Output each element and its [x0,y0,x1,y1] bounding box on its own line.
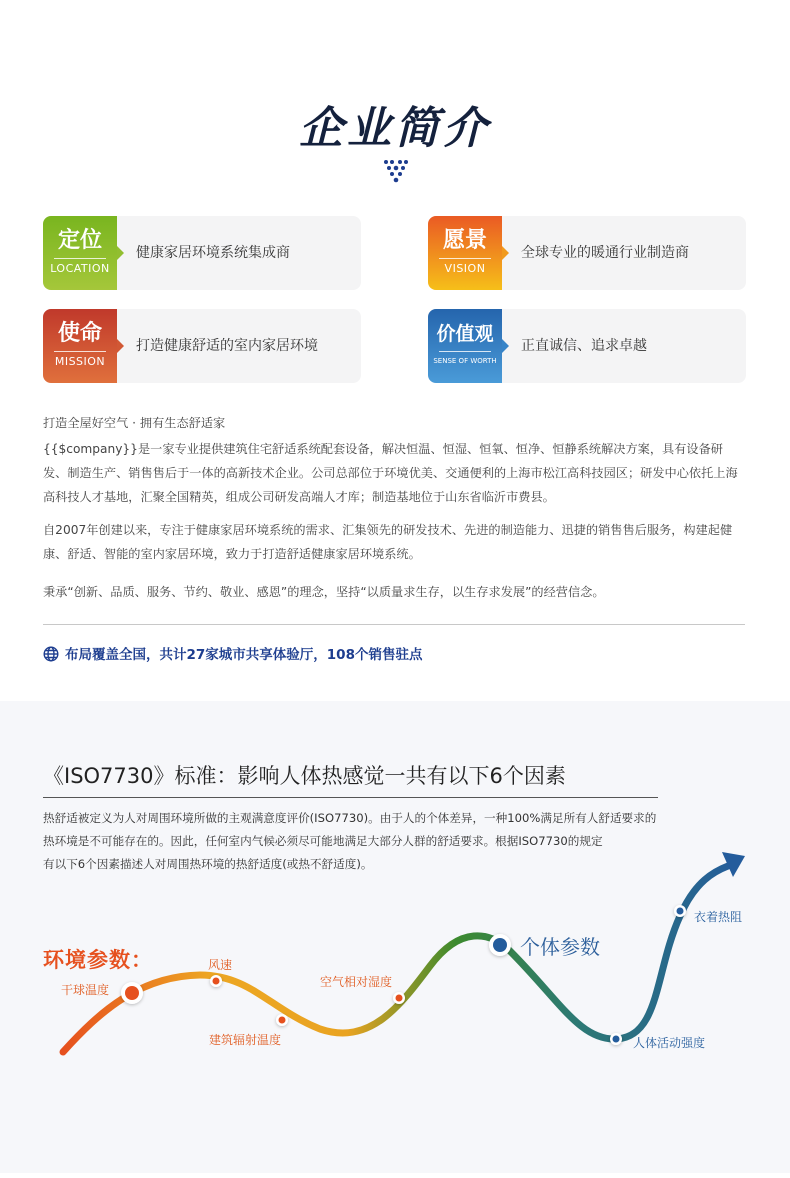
factor-dot-inner [213,978,220,985]
iso-description-line: 热环境是不可能存在的。因此，任何室内气候必须尽可能地满足大部分人群的舒适要求。根据ISO7730的规定 [43,834,603,848]
divider [43,624,745,625]
globe-icon [43,646,59,662]
chevron-down-icon [383,158,409,184]
factor-dot-inner [125,986,139,1000]
card-tag-divider [439,258,491,259]
card-tag [428,309,502,383]
iso-description-line: 有以下6个因素描述人对周围热环境的热舒适度(或热不舒适度)。 [43,857,373,871]
intro-slogan: 打造全屋好空气 · 拥有生态舒适家 [43,416,226,430]
card-location [43,216,361,290]
personal-params-title: 个体参数 [520,935,600,959]
intro-paragraph: 自2007年创建以来，专注于健康家居环境系统的需求、汇集领先的研发技术、先进的制造能力、迅捷的销售售后服务，构建起健康、舒适、智能的室内家居环境，致力于打造舒适健康家居环境系统。 [43,523,733,561]
factor-label-wind: 风速 [208,958,233,972]
card-tag-title: 价值观 [436,323,494,345]
card-tag-subtitle: LOCATION [50,262,110,275]
factor-curve [0,701,790,1173]
curve-line [63,866,728,1052]
card-tag-divider [439,351,491,352]
coverage-note [43,643,422,663]
card-tag-subtitle: VISION [444,262,486,275]
card-mission [43,309,361,383]
card-tag-title: 定位 [57,228,102,253]
factor-label-activity: 人体活动强度 [633,1036,706,1050]
card-text: 打造健康舒适的室内家居环境 [136,338,318,354]
factor-label-radiant: 建筑辐射温度 [209,1033,282,1047]
card-tag [43,309,117,383]
card-tag [43,216,117,290]
card-tag-divider [54,258,106,259]
page-title: 企业简介 [299,103,491,154]
factor-dot-inner [677,908,684,915]
factor-dot-inner [493,938,507,952]
card-text: 正直诚信、追求卓越 [521,338,647,354]
card-tag-title: 使命 [57,321,102,346]
coverage-text: 布局覆盖全国，共计27家城市共享体验厅，108个销售驻点 [65,647,423,663]
card-text: 全球专业的暖通行业制造商 [521,245,689,261]
iso-title: 《ISO7730》标准：影响人体热感觉一共有以下6个因素 [43,764,566,788]
iso-section [0,701,790,1173]
iso-description-line: 热舒适被定义为人对周围环境所做的主观满意度评价(ISO7730)。由于人的个体差异，一种100%满足所有人舒适要求的 [43,811,657,825]
card-tag-subtitle: MISSION [54,355,106,368]
card-text: 健康家居环境系统集成商 [136,245,290,261]
factor-dot-inner [279,1017,286,1024]
intro-paragraph: 秉承“创新、品质、服务、节约、敬业、感恩”的理念，坚持“以质量求生存，以生存求发展”的经营信念。 [43,585,605,599]
factor-dot-inner [613,1036,620,1043]
env-params-title: 环境参数： [43,948,153,972]
card-tag-divider [54,351,106,352]
factor-label-clothing: 衣着热阻 [694,910,743,924]
card-tag [428,216,502,290]
factor-dot-inner [396,995,403,1002]
card-tag-title: 愿景 [442,228,487,253]
factor-label-humidity: 空气相对湿度 [320,975,393,989]
card-vision [428,216,746,290]
card-tag-subtitle: SENSE OF WORTH [433,357,497,365]
card-values [428,309,746,383]
intro-paragraph: {{$company}}是一家专业提供建筑住宅舒适系统配套设备，解决恒温、恒湿、恒氧、恒净、恒静系统解决方案，具有设备研发、制造生产、销售售后于一体的高新技术企业。公司总部位于环境优美、交通便利的上海市松江高科技园区；研发中心依托上海高科技人才基地，汇聚全国精英，组成公司研发高端人才库；制造基地位于山东省临沂市费县。 [43,442,738,504]
factor-label-air-temp: 干球温度 [61,983,110,997]
